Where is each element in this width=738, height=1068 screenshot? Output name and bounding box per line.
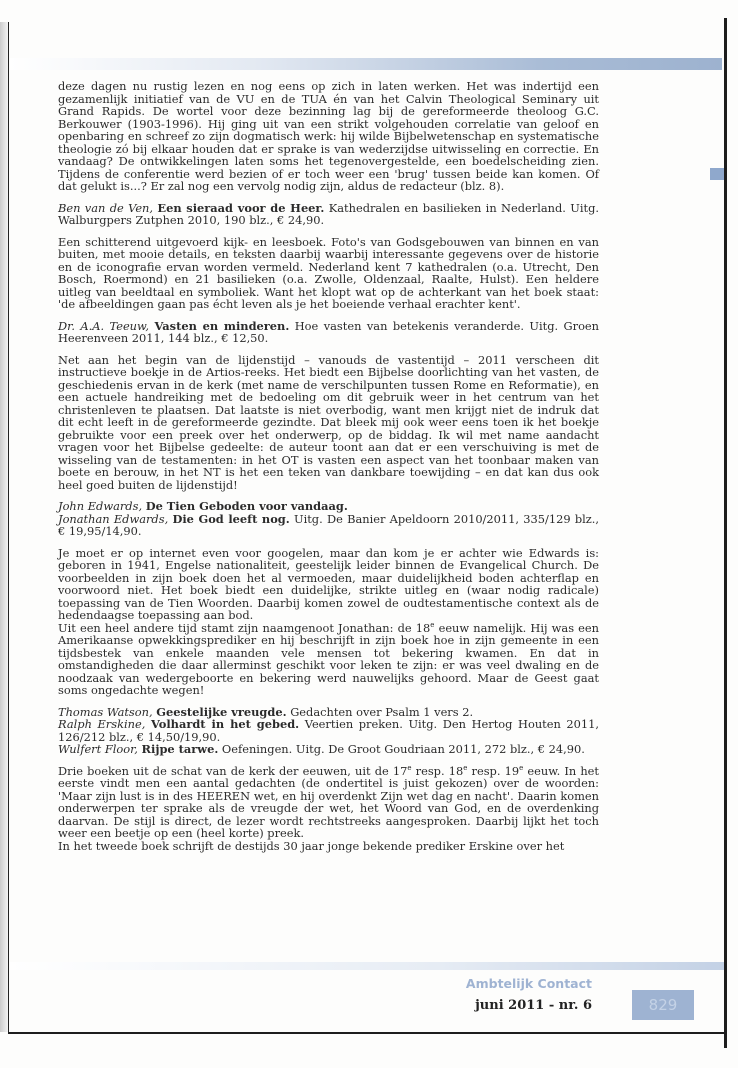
book-reference (58, 718, 599, 743)
paragraph-review: Een schitterend uitgevoerd kijk- en leesboek. Foto's van Godsgebouwen van binnen en van buiten, met mooie details, en teksten daarbij waarbij interessante gegevens over de historie en de iconografie ervan worden vermeld. Nederland kent 7 kathedralen (o.a. Utrecht, Den Bosch, Roermond) en 21 basilieken (o.a. Zwolle, Oldenzaal, Raalte, Hulst). Een heldere uitleg van beeldtaal en symboliek. Want het klopt wat op de achterkant van het boek staat: 'de afbeeldingen gaan pas écht leven als je het boeiende verhaal erachter kent'. (58, 234, 599, 311)
ref-author: Ben van de Ven, (58, 200, 154, 215)
paragraph-review: Uit een heel andere tijd stamt zijn naamgenoot Jonathan: de 18e eeuw namelijk. Hij was een Amerikaanse opwekkingsprediker en hij beschrijft in zijn boek hoe in zijn gemeente in een tijdsbestek van enkele maanden vele mensen tot bekering kwamen. En dat in omstandigheden die daar allerminst geschikt voor leken te zijn: er was veel dwaling en de noodzaak van wedergeboorte en bekering werd nauwelijks gehoord. Maar de Geest gaat soms ongedachte wegen! (58, 620, 599, 697)
ref-details: Oefeningen. Uitg. De Groot Goudriaan 2011, 272 blz., € 24,90. (221, 742, 585, 756)
side-tab-marker (710, 168, 724, 180)
issue-label: juni 2011 - nr. 6 (475, 998, 592, 1013)
left-border (8, 22, 9, 1032)
binding-shadow (0, 22, 8, 1032)
ref-author: John Edwards, (58, 499, 143, 513)
paragraph-review: Drie boeken uit de schat van de kerk der eeuwen, uit de 17e resp. 18e resp. 19e eeuw. In het eerste vindt men een aantal gedachten (de ondertitel is juist gekozen) over de woorden: 'Maar zijn lust is in des HEEREN wet, en hij overdenkt Zijn wet dag en nacht'. Daarin komen onderwerpen ter sprake als de vreugde der wet, het Woord van God, en de overdenking daarvan. De stijl is direct, de lezer wordt rechtstreeks aangesproken. Daarbij lijkt het toch weer een beetje op een (heel korte) preek. (58, 763, 599, 840)
page-number-box (632, 990, 694, 1020)
ref-details: Veertien preken. Uitg. Den Hertog Houten 2011, 126/212 blz., € 14,50/19,90. (58, 717, 600, 744)
paragraph-review: Je moet er op internet even voor googelen, maar dan kom je er achter wie Edwards is: geboren in 1941, Engelse nationaliteit, geestelijk leider binnen de Evangelical Church. De voorbeelden in zijn boek doen het al vermoeden, maar duidelijkheid boden achterflap en voorwoord niet. Het boek biedt een duidelijke, strikte uitleg en (waar nodig radicale) toepassing van de Tien Woorden. Daarbij komen zowel de oudtestamentische context als de hedendaagse toepassing aan bod. (58, 545, 599, 622)
header-gradient-band (10, 58, 722, 70)
ref-author: Ralph Erskine, (58, 717, 146, 731)
ref-details: Gedachten over Psalm 1 vers 2. (290, 704, 474, 719)
article-body (58, 80, 599, 852)
magazine-name: Ambtelijk Contact (465, 976, 592, 991)
ref-details: Uitg. De Banier Apeldoorn 2010/2011, 335/129 blz., € 19,95/14,90. (58, 511, 599, 538)
ref-title: Een sieraad voor de Heer. (157, 200, 325, 215)
book-reference (58, 513, 599, 538)
book-reference (58, 320, 599, 345)
bottom-border (8, 1032, 727, 1034)
ref-title: De Tien Geboden voor vandaag. (145, 499, 348, 513)
ref-details: Kathedralen en basilieken in Nederland. Uitg. Walburgpers Zutphen 2010, 190 blz., € 24,90. (58, 200, 599, 227)
ref-title: Vasten en minderen. (154, 318, 290, 333)
ref-title: Volhardt in het gebed. (150, 717, 300, 731)
ref-author: Wulfert Floor, (58, 742, 138, 756)
ref-title: Geestelijke vreugde. (156, 704, 287, 719)
book-reference (58, 202, 599, 227)
footer-gradient-band (10, 962, 724, 970)
ref-details: Hoe vasten van betekenis veranderde. Uitg. Groen Heerenveen 2011, 144 blz., € 12,50. (58, 318, 600, 345)
page-number: 829 (648, 996, 678, 1014)
right-border (724, 18, 727, 1048)
ref-title: Die God leeft nog. (172, 511, 290, 526)
paragraph-review: Net aan het begin van de lijdenstijd – vanouds de vastentijd – 2011 verscheen dit instructieve boekje in de Artios-reeks. Het biedt een Bijbelse doorlichting van het vasten, de geschiedenis ervan in de kerk (met name de verschilpunten tussen Rome en Reformatie), en een actuele handreiking met de bedoeling om dit gebruik weer in het centrum van het christenleven te plaatsen. Dat laatste is niet overbodig, want men krijgt niet de indruk dat dit echt leeft in de gereformeerde gezindte. Dat bleek mij ook weer eens toen ik het boekje gebruikte voor een preek over het onderwerp, op de biddag. Ik wil met name aandacht vragen voor het Bijbelse gedeelte: de auteur toont aan dat er een verschuiving is met de wisseling van de testamenten: in het OT is vasten een aspect van het toonbaar maken van boete en berouw, in het NT is het een teken van dankbare toewijding – en dat kan dus ook heel goed buiten de lijdenstijd! (58, 352, 599, 492)
ref-author: Jonathan Edwards, (58, 511, 169, 526)
paragraph-review: In het tweede boek schrijft de destijds 30 jaar jonge bekende prediker Erskine over het (58, 838, 565, 853)
ref-author: Dr. A.A. Teeuw, (58, 318, 150, 333)
ref-author: Thomas Watson, (58, 704, 153, 719)
book-reference (58, 743, 599, 756)
ref-title: Rijpe tarwe. (141, 742, 219, 756)
paragraph-intro: deze dagen nu rustig lezen en nog eens op zich in laten werken. Het was indertijd een gezamenlijk initiatief van de VU en de TUA én van het Calvin Theological Seminary uit Grand Rapids. De wortel voor deze bezinning lag bij de gereformeerde theoloog G.C. Berkouwer (1903-1996). Hij ging uit van een strikt volgehouden correlatie van geloof en openbaring en schreef zo zijn dogmatisch werk: hij wilde Bijbelwetenschap en systematische theologie zó bij elkaar houden dat er sprake is van wederzijdse uitwisseling en correctie. En vandaag? De ontwikkelingen laten soms het tegenovergestelde, een boedelscheiding zien. Tijdens de conferentie werd bezien of er toch weer een 'brug' tussen beide kan komen. Of dat gelukt is...? Er zal nog een vervolg nodig zijn, aldus de redacteur (blz. 8). (58, 79, 599, 193)
